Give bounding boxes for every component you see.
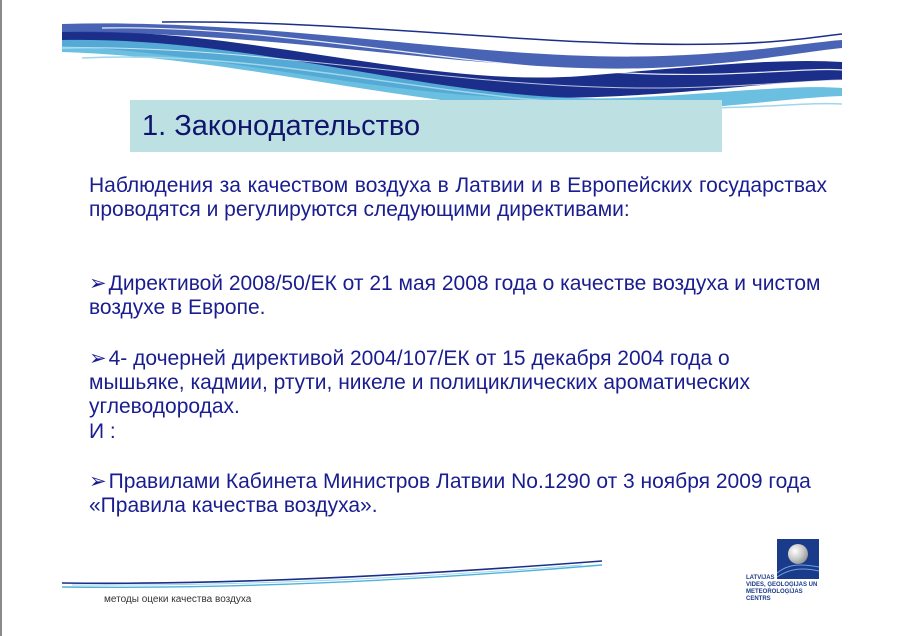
logo-line-3: METEOROLOĢIJAS CENTRS	[746, 589, 803, 602]
slide-title: 1. Законодательство	[142, 110, 421, 142]
logo-caption	[746, 575, 828, 603]
footer-caption: методы оцеки качества воздуха	[104, 594, 252, 605]
bullet-item-3	[89, 470, 827, 518]
arrow-bullet-icon: ➢	[89, 347, 107, 370]
intro-paragraph: Наблюдения за качеством воздуха в Латвии и в Европейских государствах проводятся и регулируются следующими директивами:	[89, 174, 827, 221]
bullet-text-1: Директивой 2008/50/ЕК от 21 мая 2008 года о качестве воздуха и чистом воздухе в Европе.	[89, 272, 821, 319]
bullet-text-3: Правилами Кабинета Министров Латвии No.1290 от 3 ноября 2009 года «Правила качества воздуха».	[89, 470, 811, 517]
bullet-item-2	[89, 347, 827, 419]
title-banner	[130, 100, 722, 152]
bullet-text-2: 4- дочерней директивой 2004/107/ЕК от 15 декабря 2004 года о мышьяке, кадмии, ртути, никеле и полициклических ароматических углеводородах.	[89, 347, 750, 418]
logo-line-2: VIDES, ĢEOLOĢIJAS UN	[746, 582, 818, 588]
logo-line-1: LATVIJAS	[746, 575, 775, 581]
arrow-bullet-icon: ➢	[89, 272, 107, 295]
bullet-item-1	[89, 272, 827, 320]
lvgmc-logo	[746, 539, 826, 605]
slide-left-border	[0, 0, 2, 636]
logo-emblem	[777, 539, 819, 579]
arrow-bullet-icon: ➢	[89, 470, 107, 493]
connector-text: И :	[89, 420, 116, 443]
